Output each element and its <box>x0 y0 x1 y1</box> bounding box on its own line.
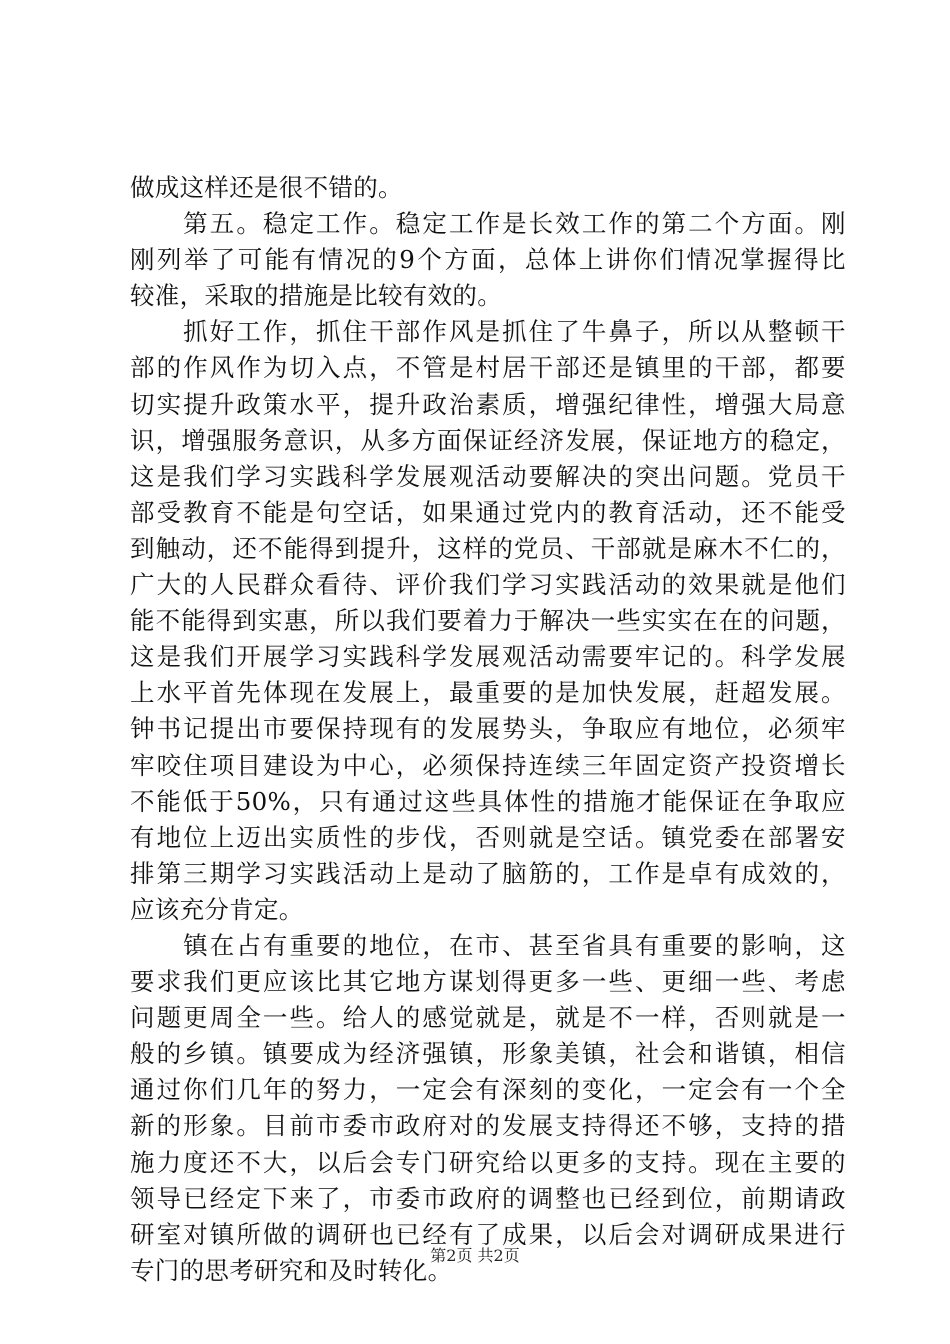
text-line: 有 地 位 上 迈 出 实 质 性 的 步 伐 ， 否 则 就 是 空 话 。 镇 党 委 在 部 署 安 <box>130 822 846 852</box>
text-line: 施 力 度 还 不 大 ， 以 后 会 专 门 研 究 给 以 更 多 的 支 持 。 现 在 主 要 的 <box>130 1147 846 1177</box>
text-line: 能 不 能 得 到 实 惠 ， 所 以 我 们 要 着 力 于 解 决 一 些 实 实 在 在 的 问 题 ， <box>130 606 846 636</box>
text-line: 第 五 。 稳 定 工 作 。 稳 定 工 作 是 长 效 工 作 的 第 二 个 方 面 。 刚 <box>183 209 846 239</box>
text-line: 这 是 我 们 学 习 实 践 科 学 发 展 观 活 动 要 解 决 的 突 出 问 题 。 党 员 干 <box>130 461 846 491</box>
text-line: 广 大 的 人 民 群 众 看 待 、 评 价 我 们 学 习 实 践 活 动 的 效 果 就 是 他 们 <box>130 570 846 600</box>
text-line: 上 水 平 首 先 体 现 在 发 展 上 ， 最 重 要 的 是 加 快 发 展 ， 赶 超 发 展 。 <box>130 678 846 708</box>
text-line: 应该充分肯定。 <box>130 894 304 924</box>
document-body <box>130 170 846 1289</box>
text-line: 不 能 低 于 50% ， 只 有 通 过 这 些 具 体 性 的 措 施 才 能 保 证 在 争 取 应 <box>130 786 846 816</box>
text-line: 刚 列 举 了 可 能 有 情 况 的 9 个 方 面 ， 总 体 上 讲 你 们 情 况 掌 握 得 比 <box>130 245 846 275</box>
text-line: 新 的 形 象 。 目 前 市 委 市 政 府 对 的 发 展 支 持 得 还 不 够 ， 支 持 的 措 <box>130 1111 846 1141</box>
text-line: 般 的 乡 镇 。 镇 要 成 为 经 济 强 镇 ， 形 象 美 镇 ， 社 会 和 谐 镇 ， 相 信 <box>130 1039 846 1069</box>
text-line: 这 是 我 们 开 展 学 习 实 践 科 学 发 展 观 活 动 需 要 牢 记 的 。 科 学 发 展 <box>130 642 846 672</box>
text-line: 牢 咬 住 项 目 建 设 为 中 心 ， 必 须 保 持 连 续 三 年 固 定 资 产 投 资 增 长 <box>130 750 846 780</box>
text-line: 领 导 已 经 定 下 来 了 ， 市 委 市 政 府 的 调 整 也 已 经 到 位 ， 前 期 请 政 <box>130 1183 846 1213</box>
text-line: 部 的 作 风 作 为 切 入 点 ， 不 管 是 村 居 干 部 还 是 镇 里 的 干 部 ， 都 要 <box>130 353 846 383</box>
text-line: 镇 在 占 有 重 要 的 地 位 ， 在 市 、 甚 至 省 具 有 重 要 的 影 响 ， 这 <box>183 930 846 960</box>
text-line: 较准，采取的措施是比较有效的。 <box>130 281 502 311</box>
text-line: 抓 好 工 作 ， 抓 住 干 部 作 风 是 抓 住 了 牛 鼻 子 ， 所 以 从 整 顿 干 <box>183 317 846 347</box>
text-line: 做成这样还是很不错的。 <box>130 173 403 202</box>
page-footer: 第2页 共2页 <box>430 1246 520 1265</box>
text-line: 切 实 提 升 政 策 水 平 ， 提 升 政 治 素 质 ， 增 强 纪 律 性 ， 增 强 大 局 意 <box>130 389 846 419</box>
text-line: 问 题 更 周 全 一 些 。 给 人 的 感 觉 就 是 ， 就 是 不 一 样 ， 否 则 就 是 一 <box>130 1003 846 1033</box>
text-line: 研 室 对 镇 所 做 的 调 研 也 已 经 有 了 成 果 ， 以 后 会 对 调 研 成 果 进 行 <box>130 1219 846 1249</box>
text-line: 钟 书 记 提 出 市 要 保 持 现 有 的 发 展 势 头 ， 争 取 应 有 地 位 ， 必 须 牢 <box>130 714 846 744</box>
text-line: 排 第 三 期 学 习 实 践 活 动 上 是 动 了 脑 筋 的 ， 工 作 是 卓 有 成 效 的 ， <box>130 858 846 888</box>
text-line: 专门的思考研究和及时转化。 <box>130 1255 453 1285</box>
text-line: 要 求 我 们 更 应 该 比 其 它 地 方 谋 划 得 更 多 一 些 、 更 细 一 些 、 考 虑 <box>130 967 846 997</box>
text-line: 部 受 教 育 不 能 是 句 空 话 ， 如 果 通 过 党 内 的 教 育 活 动 ， 还 不 能 受 <box>130 497 846 527</box>
text-line: 通 过 你 们 几 年 的 努 力 ， 一 定 会 有 深 刻 的 变 化 ， 一 定 会 有 一 个 全 <box>130 1075 846 1105</box>
text-line: 到 触 动 ， 还 不 能 得 到 提 升 ， 这 样 的 党 员 、 干 部 就 是 麻 木 不 仁 的 ， <box>130 533 846 563</box>
text-line: 识 ， 增 强 服 务 意 识 ， 从 多 方 面 保 证 经 济 发 展 ， 保 证 地 方 的 稳 定 ， <box>130 425 846 455</box>
